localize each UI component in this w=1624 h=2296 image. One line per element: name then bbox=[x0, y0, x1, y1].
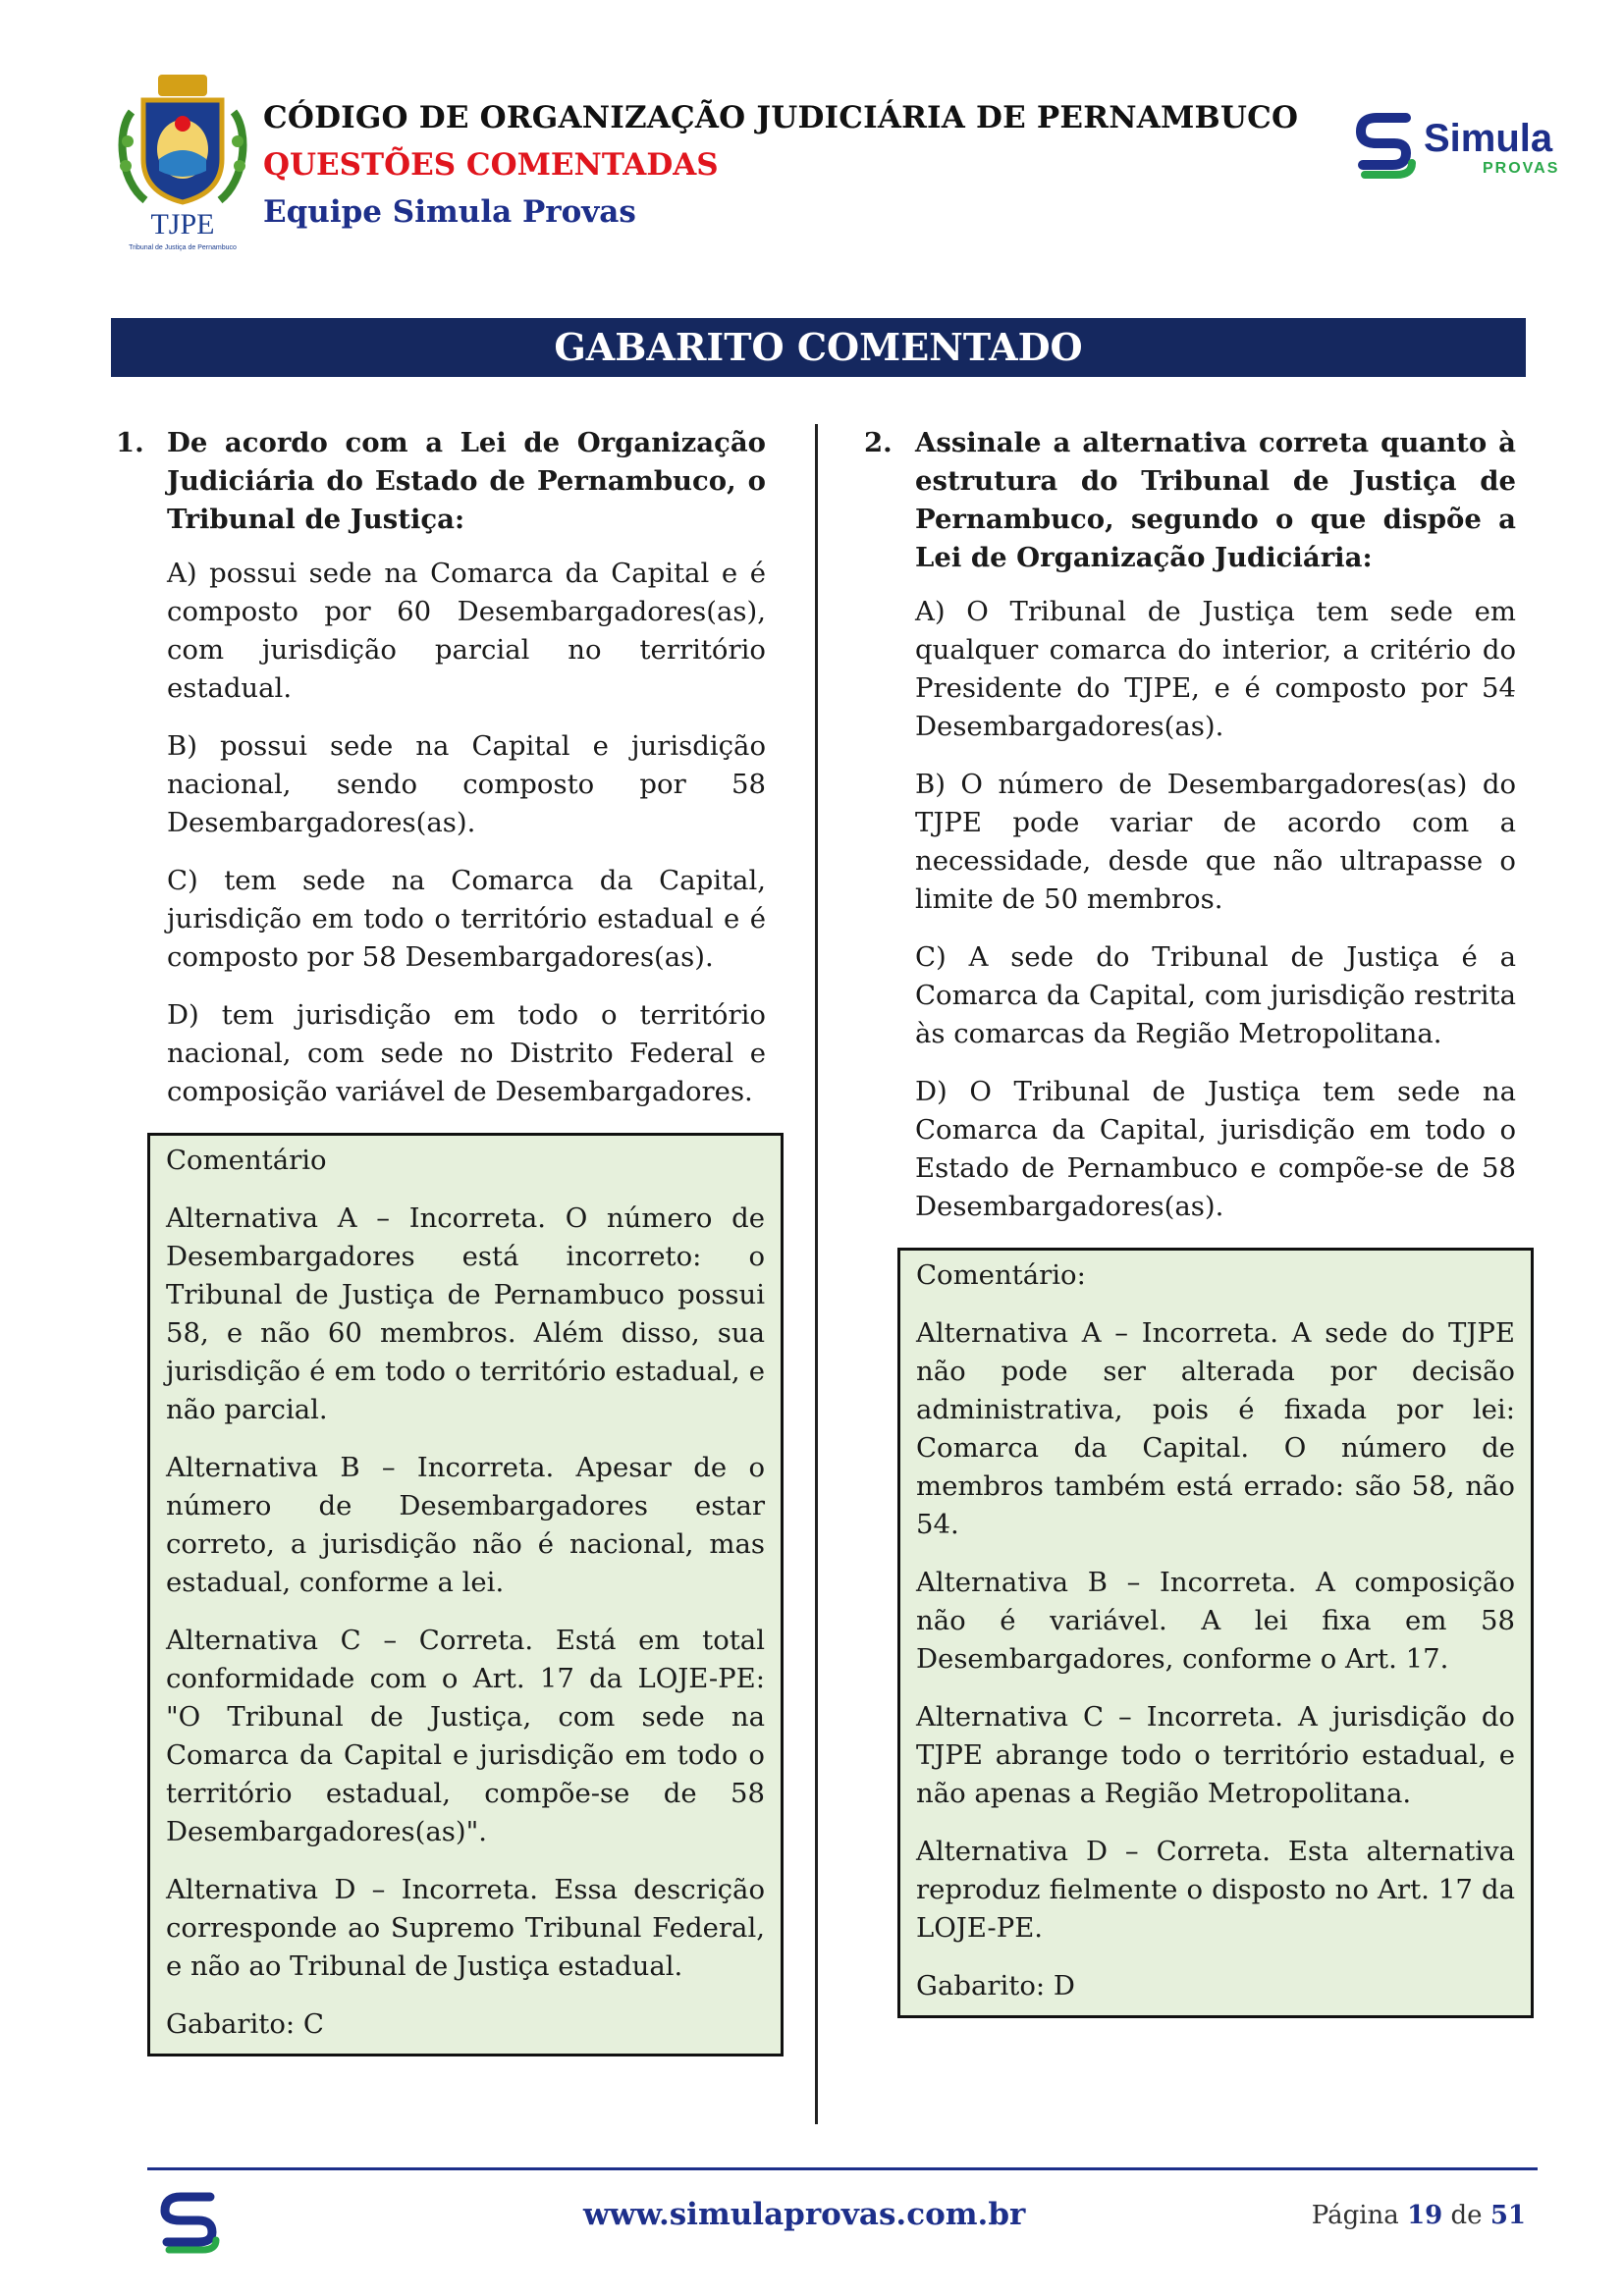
question-text: De acordo com a Lei de Organização Judiciária do Estado de Pernambuco, o Tribunal de Justiça: bbox=[167, 427, 766, 535]
comment-paragraph: Alternativa C – Incorreta. A jurisdição do TJPE abrange todo o território estadual, e não apenas a Região Metropolitana. bbox=[916, 1701, 1515, 1809]
page-label: Página bbox=[1311, 2201, 1399, 2230]
alternative-d: D) O Tribunal de Justiça tem sede na Comarca da Capital, jurisdição em todo o Estado de Pernambuco e compõe-se de 58 Desembargadores(as). bbox=[915, 1076, 1516, 1222]
column-divider bbox=[815, 424, 818, 2124]
website-link[interactable]: www.simulaprovas.com.br bbox=[583, 2197, 1026, 2232]
comment-box bbox=[147, 1133, 784, 2056]
comment-paragraph: Alternativa A – Incorreta. O número de Desembargadores está incorreto: o Tribunal de Justiça de Pernambuco possui 58, e não 60 membros. Além disso, sua jurisdição é em todo o território estadual, e não parcial. bbox=[166, 1202, 765, 1425]
page-current: 19 bbox=[1407, 2201, 1443, 2230]
page-of: de bbox=[1450, 2201, 1483, 2230]
comment-title: Comentário bbox=[166, 1145, 327, 1176]
question-2-column bbox=[864, 424, 1516, 2018]
alternative-c: C) A sede do Tribunal de Justiça é a Comarca da Capital, com jurisdição restrita às comarcas da Região Metropolitana. bbox=[915, 941, 1516, 1049]
alternative-b: B) possui sede na Capital e jurisdição nacional, sendo composto por 58 Desembargadores(as). bbox=[167, 730, 766, 838]
alternative-a: A) O Tribunal de Justiça tem sede em qualquer comarca do interior, a critério do Presidente do TJPE, e é composto por 54 Desembargadores(as). bbox=[915, 596, 1516, 742]
document-title: CÓDIGO DE ORGANIZAÇÃO JUDICIÁRIA DE PERNAMBUCO bbox=[263, 100, 1299, 135]
answer-key: Gabarito: C bbox=[166, 2008, 324, 2040]
answer-key: Gabarito: D bbox=[916, 1970, 1075, 2002]
team-name: Equipe Simula Provas bbox=[263, 194, 636, 230]
brand-name: Simula bbox=[1424, 117, 1553, 160]
section-banner: GABARITO COMENTADO bbox=[111, 318, 1526, 377]
footer-logo bbox=[159, 2189, 222, 2254]
question-number: 1. bbox=[116, 427, 144, 458]
alternative-b: B) O número de Desembargadores(as) do TJPE pode variar de acordo com a necessidade, desde que não ultrapasse o limite de 50 membros. bbox=[915, 769, 1516, 915]
comment-paragraph: Alternativa C – Correta. Está em total conformidade com o Art. 17 da LOJE-PE: "O Tribunal de Justiça, com sede na Comarca da Capital e jurisdição em todo o território estadual, compõe-se de 58 Desembargadores(as)". bbox=[166, 1625, 765, 1847]
comment-paragraph: Alternativa A – Incorreta. A sede do TJPE não pode ser alterada por decisão administrativa, pois é fixada por lei: Comarca da Capital. O número de membros também está errado: são 58, não 54. bbox=[916, 1317, 1515, 1540]
comment-paragraph: Alternativa B – Incorreta. Apesar de o número de Desembargadores estar correto, a jurisdição não é nacional, mas estadual, conforme a lei. bbox=[166, 1452, 765, 1598]
comment-box bbox=[897, 1248, 1534, 2018]
tjpe-crest-icon bbox=[114, 73, 251, 255]
tjpe-crest bbox=[114, 73, 251, 255]
page-total: 51 bbox=[1489, 2201, 1526, 2230]
brand-sub: PROVAS bbox=[1483, 160, 1560, 177]
document-subtitle: QUESTÕES COMENTADAS bbox=[263, 147, 719, 183]
alternative-d: D) tem jurisdição em todo o território nacional, com sede no Distrito Federal e composição variável de Desembargadores. bbox=[167, 999, 766, 1107]
question-1-column bbox=[116, 424, 766, 2056]
simula-logo bbox=[1355, 110, 1571, 181]
alternative-a: A) possui sede na Comarca da Capital e é composto por 60 Desembargadores(as), com jurisdição parcial no território estadual. bbox=[167, 558, 766, 704]
question-text: Assinale a alternativa correta quanto à estrutura do Tribunal de Justiça de Pernambuco, segundo o que dispõe a Lei de Organização Judiciária: bbox=[915, 427, 1516, 573]
comment-paragraph: Alternativa D – Incorreta. Essa descrição corresponde ao Supremo Tribunal Federal, e não ao Tribunal de Justiça estadual. bbox=[166, 1874, 765, 1982]
header-text bbox=[263, 100, 1298, 230]
page-indicator bbox=[1312, 2201, 1526, 2230]
question-number: 2. bbox=[864, 427, 893, 458]
footer-rule bbox=[147, 2167, 1538, 2170]
comment-paragraph: Alternativa D – Correta. Esta alternativa reproduz fielmente o disposto no Art. 17 da LOJE-PE. bbox=[916, 1836, 1515, 1944]
comment-title: Comentário: bbox=[916, 1259, 1086, 1291]
comment-paragraph: Alternativa B – Incorreta. A composição não é variável. A lei fixa em 58 Desembargadores, conforme o Art. 17. bbox=[916, 1567, 1515, 1675]
crest-caption: TJPE bbox=[150, 208, 215, 240]
question-2 bbox=[864, 424, 1516, 577]
simula-s-icon bbox=[159, 2189, 222, 2254]
question-1 bbox=[116, 424, 766, 539]
simula-logo-icon bbox=[1355, 110, 1571, 181]
crest-subcaption: Tribunal de Justiça de Pernambuco bbox=[129, 244, 237, 251]
alternative-c: C) tem sede na Comarca da Capital, jurisdição em todo o território estadual e é composto por 58 Desembargadores(as). bbox=[167, 865, 766, 973]
